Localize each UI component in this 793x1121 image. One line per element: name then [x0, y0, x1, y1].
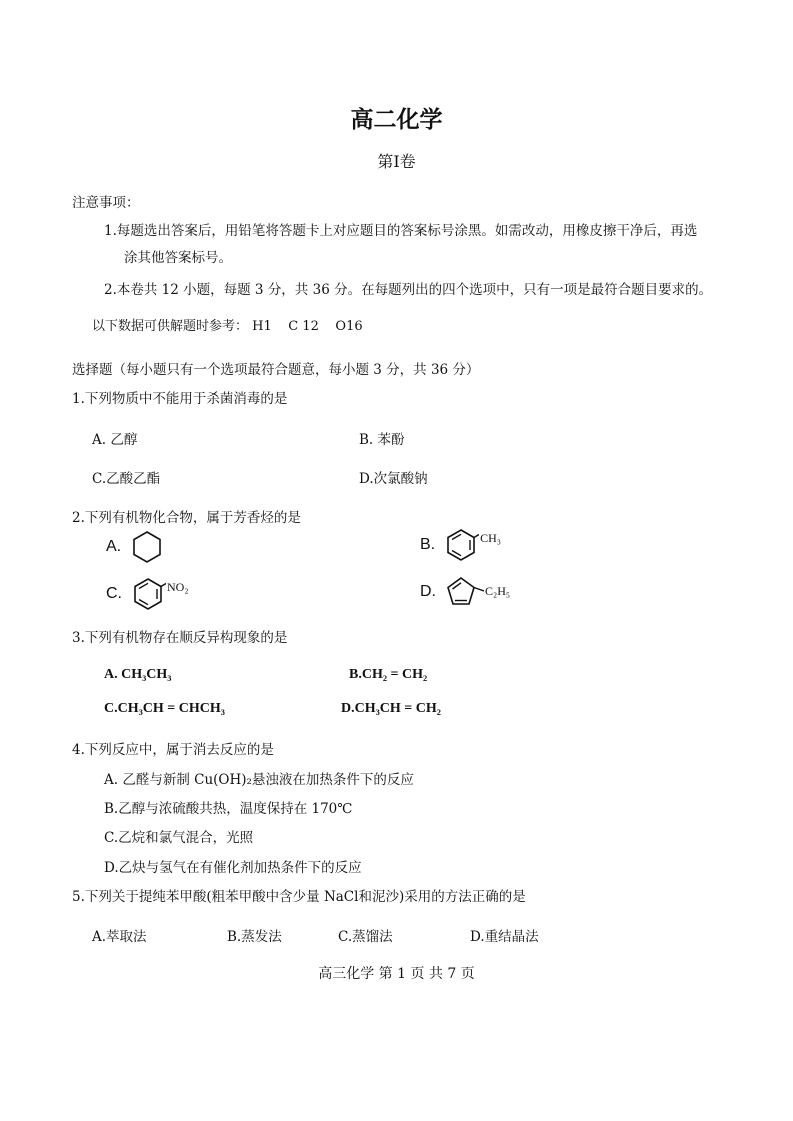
q2-option-b: [420, 527, 501, 563]
cyclohexane-structure: [129, 529, 165, 565]
q3-option-d: D.CH₃CH = CH₂: [341, 701, 441, 716]
section-volume: 第Ⅰ卷: [377, 152, 416, 171]
note-item-1-cont: 涂其他答案标号。: [124, 250, 232, 266]
question-2-stem: 2.下列有机物化合物，属于芳香烃的是: [72, 510, 301, 526]
q2-option-a-label: A.: [106, 538, 122, 555]
section-heading: 选择题（每小题只有一个选项最符合题意，每小题 3 分，共 36 分）: [72, 362, 480, 378]
q1-option-c: C.乙酸乙酯: [92, 471, 161, 487]
toluene-structure: [443, 527, 479, 563]
q2-option-c-substituent: NO₂: [167, 579, 189, 594]
q4-option-a: A. 乙醛与新制 Cu(OH)₂悬浊液在加热条件下的反应: [104, 772, 414, 788]
q3-option-a: A. CH₃CH₃: [104, 667, 172, 682]
q2-option-c: [106, 576, 189, 612]
q2-option-b-label: B.: [420, 536, 436, 553]
ethylcyclopentadiene-structure: [444, 574, 484, 610]
q2-option-d-label: D.: [420, 583, 436, 600]
question-4-stem: 4.下列反应中，属于消去反应的是: [72, 742, 274, 758]
q2-option-c-label: C.: [106, 585, 122, 602]
question-1-stem: 1.下列物质中不能用于杀菌消毒的是: [72, 391, 288, 407]
page-title: 高二化学: [350, 107, 443, 133]
page-footer: 高三化学 第 1 页 共 7 页: [318, 966, 475, 982]
note-item-1: 1.每题选出答案后，用铅笔将答题卡上对应题目的答案标号涂黑。如需改动，用橡皮擦干净后，再选: [104, 223, 698, 239]
q4-option-c: C.乙烷和氯气混合，光照: [104, 830, 254, 846]
q5-option-c: C.蒸馏法: [338, 929, 393, 945]
note-item-2: 2.本卷共 12 小题，每题 3 分，共 36 分。在每题列出的四个选项中，只有一项是最符合题目要求的。: [104, 282, 713, 298]
q5-option-a: A.萃取法: [92, 929, 147, 945]
question-5-stem: 5.下列关于提纯苯甲酸(粗苯甲酸中含少量 NaCl和泥沙)采用的方法正确的是: [72, 889, 526, 905]
q2-option-d-substituent: C₂H₅: [485, 583, 511, 598]
q1-option-d: D.次氯酸钠: [359, 471, 428, 487]
q1-option-a: A. 乙醇: [92, 432, 138, 448]
q2-option-d: [420, 574, 510, 610]
notes-heading: 注意事项：: [72, 195, 140, 211]
q4-option-d: D.乙炔与氢气在有催化剂加热条件下的反应: [104, 860, 362, 876]
nitrobenzene-structure: [130, 576, 166, 612]
q1-option-b: B. 苯酚: [359, 432, 405, 448]
q4-option-b: B.乙醇与浓硫酸共热，温度保持在 170℃: [104, 801, 353, 817]
question-3-stem: 3.下列有机物存在顺反异构现象的是: [72, 630, 288, 646]
q2-option-a: [106, 529, 165, 565]
q3-option-b: B.CH₂ = CH₂: [349, 667, 428, 682]
q5-option-b: B.蒸发法: [227, 929, 282, 945]
reference-data: 以下数据可供解题时参考： H1 C 12 O16: [92, 319, 363, 334]
q2-option-b-substituent: CH₃: [480, 530, 501, 545]
q5-option-d: D.重结晶法: [470, 929, 539, 945]
q3-option-c: C.CH₃CH = CHCH₃: [104, 701, 225, 716]
